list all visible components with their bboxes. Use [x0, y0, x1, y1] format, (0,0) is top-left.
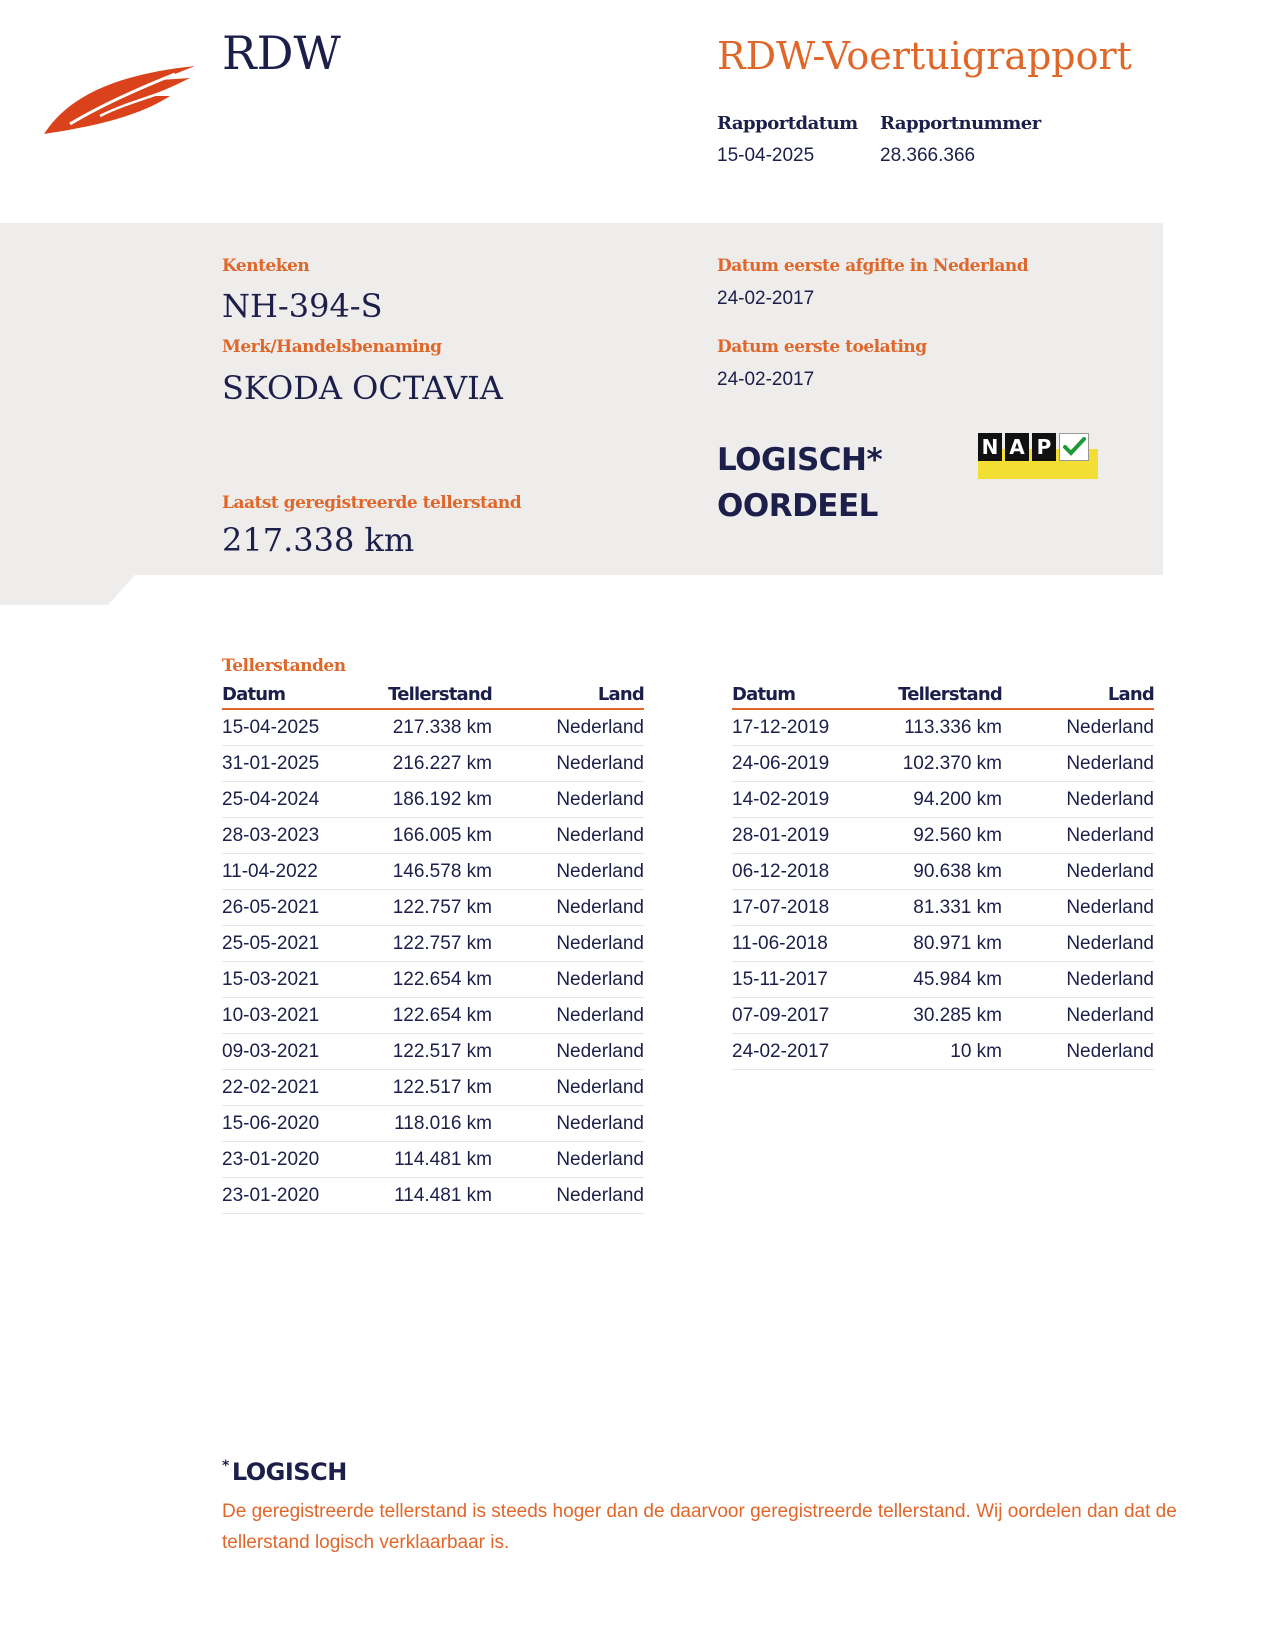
table-header — [222, 680, 644, 710]
cell-odometer: 90.638 km — [913, 860, 1002, 882]
nap-letter-p: P — [1032, 433, 1056, 461]
odometer-value: 217.338 km — [222, 521, 415, 559]
readings-title: Tellerstanden — [222, 656, 346, 676]
make-value: SKODA OCTAVIA — [222, 369, 503, 407]
table-row — [732, 782, 1154, 818]
cell-odometer: 114.481 km — [394, 1184, 492, 1206]
cell-date: 24-02-2017 — [732, 1040, 830, 1062]
first-registration-nl-label: Datum eerste afgifte in Nederland — [717, 256, 1029, 276]
cell-odometer: 122.654 km — [392, 968, 492, 990]
cell-country: Nederland — [556, 860, 644, 882]
cell-odometer: 122.654 km — [392, 1004, 492, 1026]
cell-country: Nederland — [556, 1112, 644, 1134]
table-header — [732, 680, 1154, 710]
report-date-label: Rapportdatum — [717, 113, 858, 134]
cell-odometer: 80.971 km — [913, 932, 1002, 954]
rdw-wordmark: RDW — [222, 26, 341, 80]
report-number-label: Rapportnummer — [880, 113, 1041, 134]
cell-date: 25-05-2021 — [222, 932, 320, 954]
column-header-odometer: Tellerstand — [388, 684, 492, 705]
cell-odometer: 166.005 km — [392, 824, 492, 846]
check-icon — [1059, 433, 1089, 461]
cell-country: Nederland — [1066, 860, 1154, 882]
nap-letter-a: A — [1005, 433, 1029, 461]
cell-country: Nederland — [1066, 896, 1154, 918]
first-admission-label: Datum eerste toelating — [717, 337, 927, 357]
cell-date: 06-12-2018 — [732, 860, 830, 882]
table-body — [732, 710, 1154, 1070]
cell-date: 26-05-2021 — [222, 896, 320, 918]
table-row — [732, 998, 1154, 1034]
column-header-odometer: Tellerstand — [898, 684, 1002, 705]
cell-country: Nederland — [1066, 968, 1154, 990]
cell-odometer: 45.984 km — [913, 968, 1002, 990]
cell-date: 11-06-2018 — [732, 932, 828, 954]
cell-country: Nederland — [1066, 788, 1154, 810]
cell-odometer: 122.757 km — [392, 932, 492, 954]
cell-odometer: 122.517 km — [392, 1040, 492, 1062]
cell-country: Nederland — [1066, 1004, 1154, 1026]
cell-country: Nederland — [556, 752, 644, 774]
cell-country: Nederland — [556, 1040, 644, 1062]
cell-odometer: 216.227 km — [392, 752, 492, 774]
plate-label: Kenteken — [222, 256, 310, 276]
cell-country: Nederland — [556, 932, 644, 954]
table-row — [732, 746, 1154, 782]
cell-date: 10-03-2021 — [222, 1004, 320, 1026]
cell-odometer: 186.192 km — [392, 788, 492, 810]
table-row — [222, 1106, 644, 1142]
plate-value: NH-394-S — [222, 287, 383, 325]
table-row — [732, 962, 1154, 998]
table-row — [732, 926, 1154, 962]
cell-date: 15-06-2020 — [222, 1112, 320, 1134]
cell-country: Nederland — [1066, 1040, 1154, 1062]
table-row — [732, 818, 1154, 854]
cell-country: Nederland — [556, 896, 644, 918]
cell-date: 11-04-2022 — [222, 860, 318, 882]
table-row — [732, 854, 1154, 890]
rdw-logo-icon — [40, 54, 200, 139]
cell-country: Nederland — [556, 1076, 644, 1098]
cell-date: 17-12-2019 — [732, 716, 830, 738]
cell-odometer: 102.370 km — [902, 752, 1002, 774]
cell-odometer: 146.578 km — [392, 860, 492, 882]
cell-odometer: 30.285 km — [913, 1004, 1002, 1026]
column-header-date: Datum — [732, 684, 796, 705]
cell-odometer: 92.560 km — [913, 824, 1002, 846]
readings-table-right — [732, 680, 1154, 1070]
footnote-text: De geregistreerde tellerstand is steeds hoger dan de daarvoor geregistreerde tellerstand. Wij oordelen dan dat de tellerstand logisch verklaarbaar is. — [222, 1501, 1177, 1553]
footnote-title — [222, 1458, 347, 1486]
table-body — [222, 710, 644, 1214]
cell-country: Nederland — [556, 716, 644, 738]
cell-date: 23-01-2020 — [222, 1148, 320, 1170]
cell-date: 24-06-2019 — [732, 752, 830, 774]
verdict-line-1: LOGISCH* — [717, 442, 883, 478]
nap-letter-n: N — [978, 433, 1002, 461]
verdict-line-2: OORDEEL — [717, 488, 878, 524]
cell-date: 07-09-2017 — [732, 1004, 830, 1026]
cell-odometer: 113.336 km — [904, 716, 1002, 738]
table-row — [732, 710, 1154, 746]
table-row — [222, 1034, 644, 1070]
report-number-value: 28.366.366 — [880, 145, 976, 166]
first-registration-nl-value: 24-02-2017 — [717, 288, 815, 309]
cell-odometer: 94.200 km — [913, 788, 1002, 810]
column-header-country: Land — [1107, 684, 1154, 705]
odometer-label: Laatst geregistreerde tellerstand — [222, 493, 522, 513]
cell-odometer: 10 km — [950, 1040, 1002, 1062]
nap-badge — [978, 433, 1098, 479]
cell-country: Nederland — [1066, 716, 1154, 738]
table-row — [222, 926, 644, 962]
cell-date: 17-07-2018 — [732, 896, 830, 918]
cell-odometer: 217.338 km — [392, 716, 492, 738]
cell-date: 28-01-2019 — [732, 824, 830, 846]
cell-date: 15-04-2025 — [222, 716, 320, 738]
table-row — [222, 746, 644, 782]
table-row — [222, 782, 644, 818]
cell-country: Nederland — [1066, 932, 1154, 954]
table-row — [222, 998, 644, 1034]
verdict — [717, 437, 882, 529]
table-row — [222, 1070, 644, 1106]
table-row — [222, 710, 644, 746]
report-date-value: 15-04-2025 — [717, 145, 815, 166]
cell-date: 22-02-2021 — [222, 1076, 320, 1098]
cell-country: Nederland — [556, 968, 644, 990]
cell-country: Nederland — [1066, 752, 1154, 774]
cell-date: 09-03-2021 — [222, 1040, 320, 1062]
make-label: Merk/Handelsbenaming — [222, 337, 442, 357]
table-row — [732, 1034, 1154, 1070]
cell-odometer: 81.331 km — [913, 896, 1002, 918]
cell-odometer: 122.517 km — [392, 1076, 492, 1098]
table-row — [222, 818, 644, 854]
cell-country: Nederland — [556, 1148, 644, 1170]
column-header-date: Datum — [222, 684, 286, 705]
cell-country: Nederland — [1066, 824, 1154, 846]
cell-date: 23-01-2020 — [222, 1184, 320, 1206]
cell-date: 25-04-2024 — [222, 788, 320, 810]
footnote-star: * — [222, 1458, 229, 1474]
table-row — [732, 890, 1154, 926]
table-row — [222, 1142, 644, 1178]
cell-date: 31-01-2025 — [222, 752, 320, 774]
cell-country: Nederland — [556, 1184, 644, 1206]
cell-date: 15-11-2017 — [732, 968, 828, 990]
table-row — [222, 854, 644, 890]
panel-notch — [0, 575, 135, 605]
cell-odometer: 114.481 km — [394, 1148, 492, 1170]
report-title: RDW-Voertuigrapport — [717, 34, 1132, 78]
readings-table-left — [222, 680, 644, 1214]
cell-odometer: 122.757 km — [392, 896, 492, 918]
first-admission-value: 24-02-2017 — [717, 369, 815, 390]
table-row — [222, 962, 644, 998]
footnote-title-text: LOGISCH — [231, 1458, 347, 1486]
cell-country: Nederland — [556, 1004, 644, 1026]
cell-date: 15-03-2021 — [222, 968, 320, 990]
cell-odometer: 118.016 km — [394, 1112, 492, 1134]
table-row — [222, 1178, 644, 1214]
cell-date: 14-02-2019 — [732, 788, 830, 810]
cell-country: Nederland — [556, 788, 644, 810]
cell-country: Nederland — [556, 824, 644, 846]
table-row — [222, 890, 644, 926]
column-header-country: Land — [597, 684, 644, 705]
cell-date: 28-03-2023 — [222, 824, 320, 846]
